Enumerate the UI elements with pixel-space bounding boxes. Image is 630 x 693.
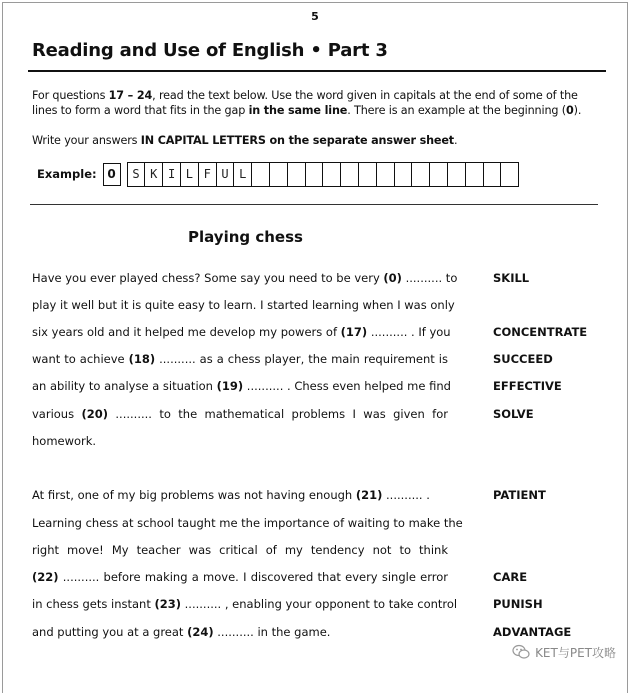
watermark: [512, 642, 616, 662]
cue-word-23: PUNISH: [493, 597, 543, 611]
example-letter-box: I: [163, 163, 181, 186]
example-letter-box: S: [128, 163, 146, 186]
text-line-13: and putting you at a great (24) .......... in the game.: [32, 625, 331, 639]
part-title: Reading and Use of English • Part 3: [32, 40, 388, 61]
cue-word-18: SUCCEED: [493, 352, 553, 366]
cue-word-22: CARE: [493, 570, 528, 584]
wechat-icon: [512, 644, 530, 660]
example-letter-box: [323, 163, 341, 186]
text-line-11: (22) .......... before making a move. I discovered that every single error: [32, 570, 448, 584]
example-letter-box: [270, 163, 288, 186]
text-line-1: Have you ever played chess? Some say you need to be very (0) .......... to: [32, 271, 458, 285]
cue-word-20: SOLVE: [493, 407, 534, 421]
example-letter-box: [395, 163, 413, 186]
example-letter-box: [448, 163, 466, 186]
example-letter-box: [252, 163, 270, 186]
text-line-6: various (20) .......... to the mathematical problems I was given for: [32, 407, 448, 421]
text-line-7: homework.: [32, 434, 97, 448]
title-rule: [28, 70, 606, 72]
cue-word-21: PATIENT: [493, 488, 546, 502]
example-letter-box: [430, 163, 448, 186]
example-letter-box: L: [234, 163, 252, 186]
example-number-box: 0: [103, 163, 121, 186]
text-line-4: want to achieve (18) .......... as a chess player, the main requirement is: [32, 352, 448, 366]
watermark-text: KET与PET攻略: [535, 645, 616, 660]
section-divider: [30, 204, 598, 205]
example-letter-box: U: [217, 163, 235, 186]
cue-word-24: ADVANTAGE: [493, 625, 572, 639]
instructions: For questions 17 – 24, read the text below. Use the word given in capitals at the end of some of the lines to form a word that fits in the gap in the same line. There is an example at the beginning (0).: [32, 89, 582, 117]
example-letter-box: [484, 163, 502, 186]
example-letter-box: [466, 163, 484, 186]
example-letter-box: [341, 163, 359, 186]
cue-word-19: EFFECTIVE: [493, 379, 562, 393]
page-number: 5: [311, 10, 319, 23]
text-title: Playing chess: [188, 228, 303, 246]
example-letter-box: [412, 163, 430, 186]
text-line-2: play it well but it is quite easy to learn. I started learning when I was only: [32, 298, 455, 312]
example-letter-box: L: [181, 163, 199, 186]
answers-note: Write your answers IN CAPITAL LETTERS on the separate answer sheet.: [32, 134, 458, 147]
example-letter-box: [359, 163, 377, 186]
example-letter-boxes: [127, 162, 520, 187]
cue-word-0: SKILL: [493, 271, 530, 285]
text-line-8: At first, one of my big problems was not having enough (21) .......... .: [32, 488, 430, 502]
example-row: [37, 162, 519, 186]
text-line-9: Learning chess at school taught me the importance of waiting to make the: [32, 516, 463, 530]
text-line-3: six years old and it helped me develop my powers of (17) .......... . If you: [32, 325, 451, 339]
cue-word-17: CONCENTRATE: [493, 325, 588, 339]
example-letter-box: F: [199, 163, 217, 186]
example-letter-box: [288, 163, 306, 186]
example-letter-box: [377, 163, 395, 186]
text-line-10: right move! My teacher was critical of my tendency not to think: [32, 543, 448, 557]
example-letter-box: K: [145, 163, 163, 186]
example-label: Example:: [37, 167, 97, 181]
example-letter-box: [306, 163, 324, 186]
example-letter-box: [501, 163, 518, 186]
text-line-12: in chess gets instant (23) .......... , enabling your opponent to take control: [32, 597, 458, 611]
text-line-5: an ability to analyse a situation (19) .......... . Chess even helped me find: [32, 379, 451, 393]
